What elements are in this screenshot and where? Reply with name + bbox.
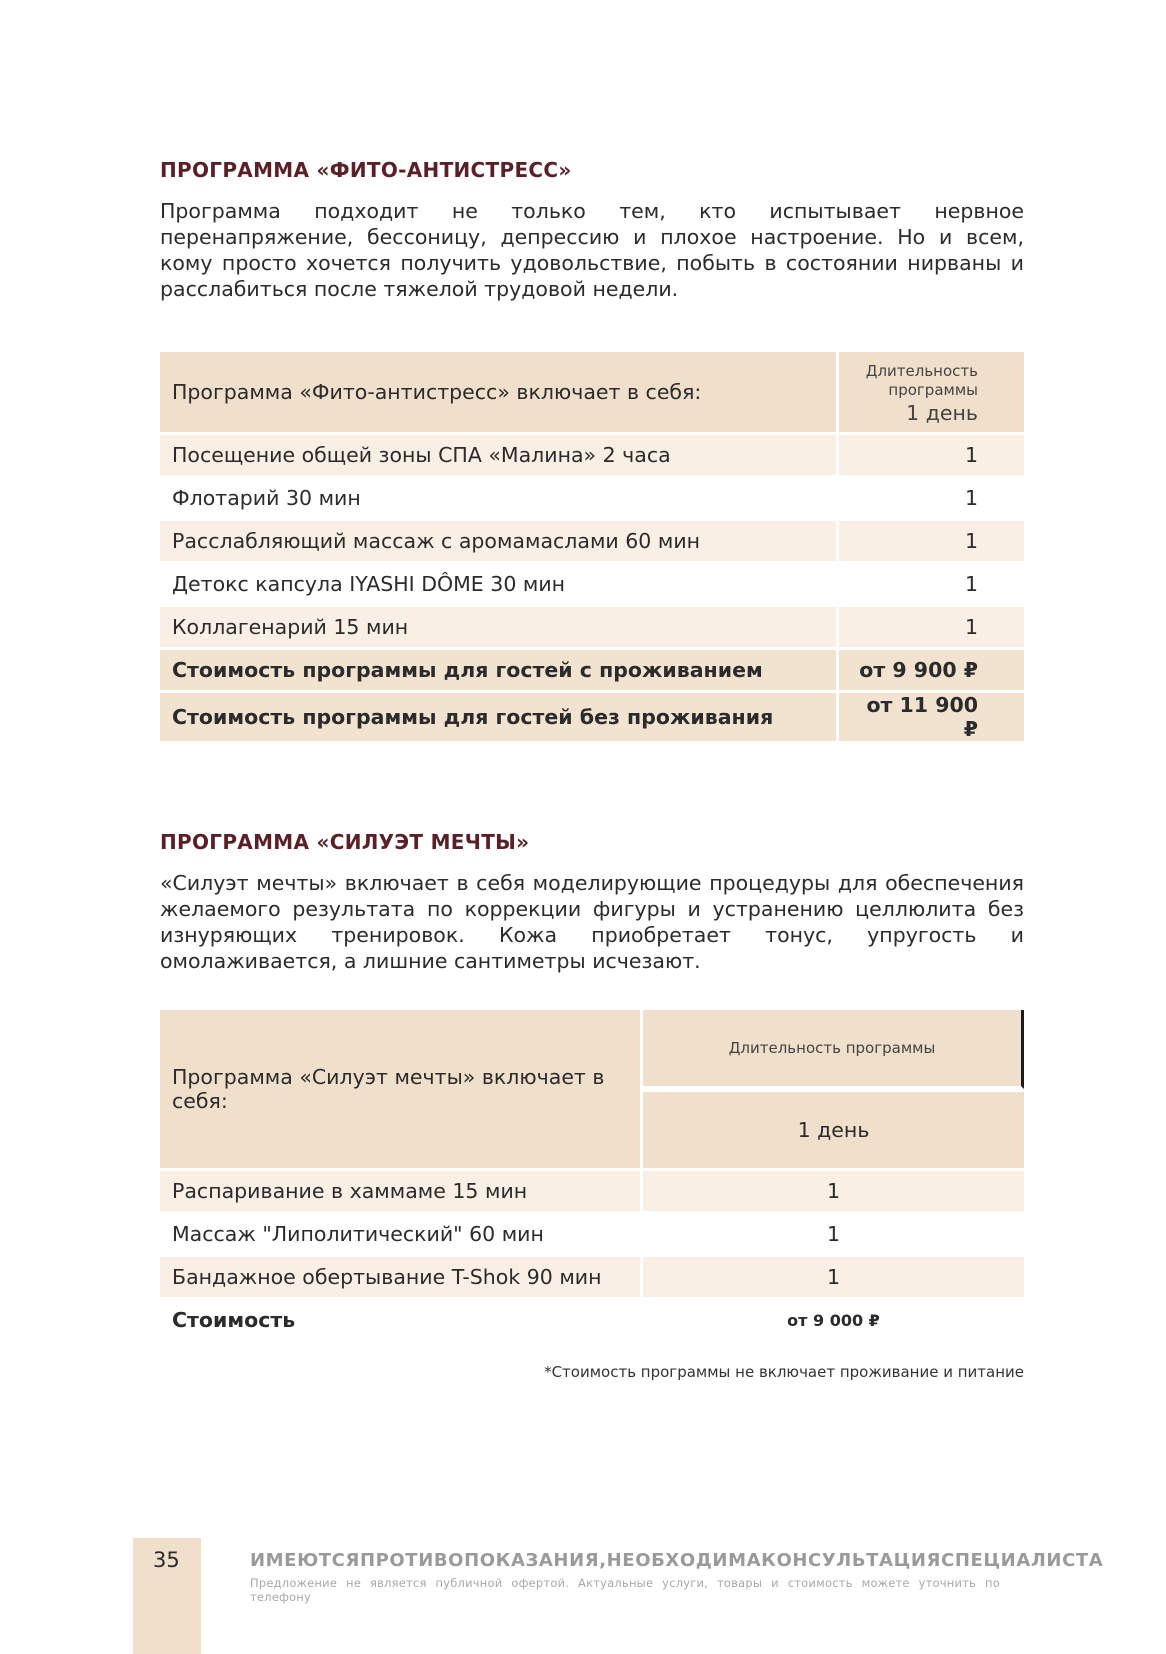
item-qty: 1 xyxy=(643,1171,1024,1211)
duration-label: Длительность программы xyxy=(865,361,978,399)
table-row xyxy=(160,564,1024,604)
item-name: Бандажное обертывание T-Shok 90 мин xyxy=(160,1257,643,1297)
item-name: Массаж "Липолитический" 60 мин xyxy=(160,1214,643,1254)
page-number: 35 xyxy=(153,1548,180,1572)
item-qty: 1 xyxy=(839,564,1024,604)
item-name: Коллагенарий 15 мин xyxy=(160,607,839,647)
program-fito-description: Программа подходит не только тем, кто испытывает нервное перенапряжение, бессоницу, депрессию и плохое настроение. Но и всем, кому просто хочется получить удовольствие, побыть в состоянии нирваны и расслабиться после тяжелой трудовой недели. xyxy=(160,199,1024,301)
price-row xyxy=(160,693,1024,741)
program-fito-section xyxy=(160,158,1024,302)
table-header-row xyxy=(160,1010,1024,1089)
table-row xyxy=(160,478,1024,518)
table-row xyxy=(160,607,1024,647)
table-header-title: Программа «Фито-антистресс» включает в себя: xyxy=(160,352,839,432)
program-fito-table-wrap xyxy=(160,349,1024,744)
table-row xyxy=(160,435,1024,475)
program-silhouette-table-wrap xyxy=(160,1007,1024,1343)
table-row xyxy=(160,1257,1024,1297)
table-row xyxy=(160,1171,1024,1211)
item-name: Флотарий 30 мин xyxy=(160,478,839,518)
price-value: от 11 900 ₽ xyxy=(839,693,1024,741)
duration-header xyxy=(839,352,1024,432)
duration-label: Длительность программы xyxy=(643,1010,1024,1089)
price-row xyxy=(160,1300,1024,1340)
table-header-title: Программа «Силуэт мечты» включает в себя: xyxy=(160,1010,643,1168)
table-row xyxy=(160,521,1024,561)
program-silhouette-table xyxy=(160,1007,1024,1343)
warning-word: КОНСУЛЬТАЦИЯ xyxy=(761,1550,942,1571)
price-row xyxy=(160,650,1024,690)
warning-word: ИМЕЮТСЯ xyxy=(250,1550,360,1571)
program-silhouette-heading: ПРОГРАММА «СИЛУЭТ МЕЧТЫ» xyxy=(160,830,530,854)
item-qty: 1 xyxy=(839,521,1024,561)
table-header-row xyxy=(160,352,1024,432)
item-qty: 1 xyxy=(839,478,1024,518)
item-qty: 1 xyxy=(643,1257,1024,1297)
duration-value: 1 день xyxy=(643,1092,1024,1168)
warning-word: ПРОТИВОПОКАЗАНИЯ, xyxy=(359,1550,607,1571)
item-name: Посещение общей зоны СПА «Малина» 2 часа xyxy=(160,435,839,475)
price-note: *Стоимость программы не включает проживание и питание xyxy=(544,1363,1024,1381)
program-fito-heading: ПРОГРАММА «ФИТО-АНТИСТРЕСС» xyxy=(160,158,572,182)
duration-value: 1 день xyxy=(906,400,978,425)
program-silhouette-section xyxy=(160,830,1024,974)
warning-word: СПЕЦИАЛИСТА xyxy=(941,1550,1104,1571)
price-label: Стоимость xyxy=(160,1300,643,1340)
item-name: Расслабляющий массаж с аромамаслами 60 мин xyxy=(160,521,839,561)
price-label: Стоимость программы для гостей с проживанием xyxy=(160,650,839,690)
program-silhouette-description: «Силуэт мечты» включает в себя моделирующие процедуры для обеспечения желаемого результата по коррекции фигуры и устранению целлюлита без изнуряющих тренировок. Кожа приобретает тонус, упругость и омолаживается, а лишние сантиметры исчезают. xyxy=(160,871,1024,973)
price-value: от 9 900 ₽ xyxy=(839,650,1024,690)
contraindications-warning xyxy=(250,1550,1104,1571)
offer-disclaimer: Предложение не является публичной офертой. Актуальные услуги, товары и стоимость можете уточнить по телефону xyxy=(250,1576,1000,1604)
table-row xyxy=(160,1214,1024,1254)
program-fito-table xyxy=(160,349,1024,744)
warning-word: НЕОБХОДИМА xyxy=(606,1550,762,1571)
item-qty: 1 xyxy=(839,607,1024,647)
item-qty: 1 xyxy=(839,435,1024,475)
price-label: Стоимость программы для гостей без проживания xyxy=(160,693,839,741)
item-name: Детокс капсула IYASHI DÔME 30 мин xyxy=(160,564,839,604)
price-value: от 9 000 ₽ xyxy=(643,1300,1024,1340)
item-name: Распаривание в хаммаме 15 мин xyxy=(160,1171,643,1211)
item-qty: 1 xyxy=(643,1214,1024,1254)
